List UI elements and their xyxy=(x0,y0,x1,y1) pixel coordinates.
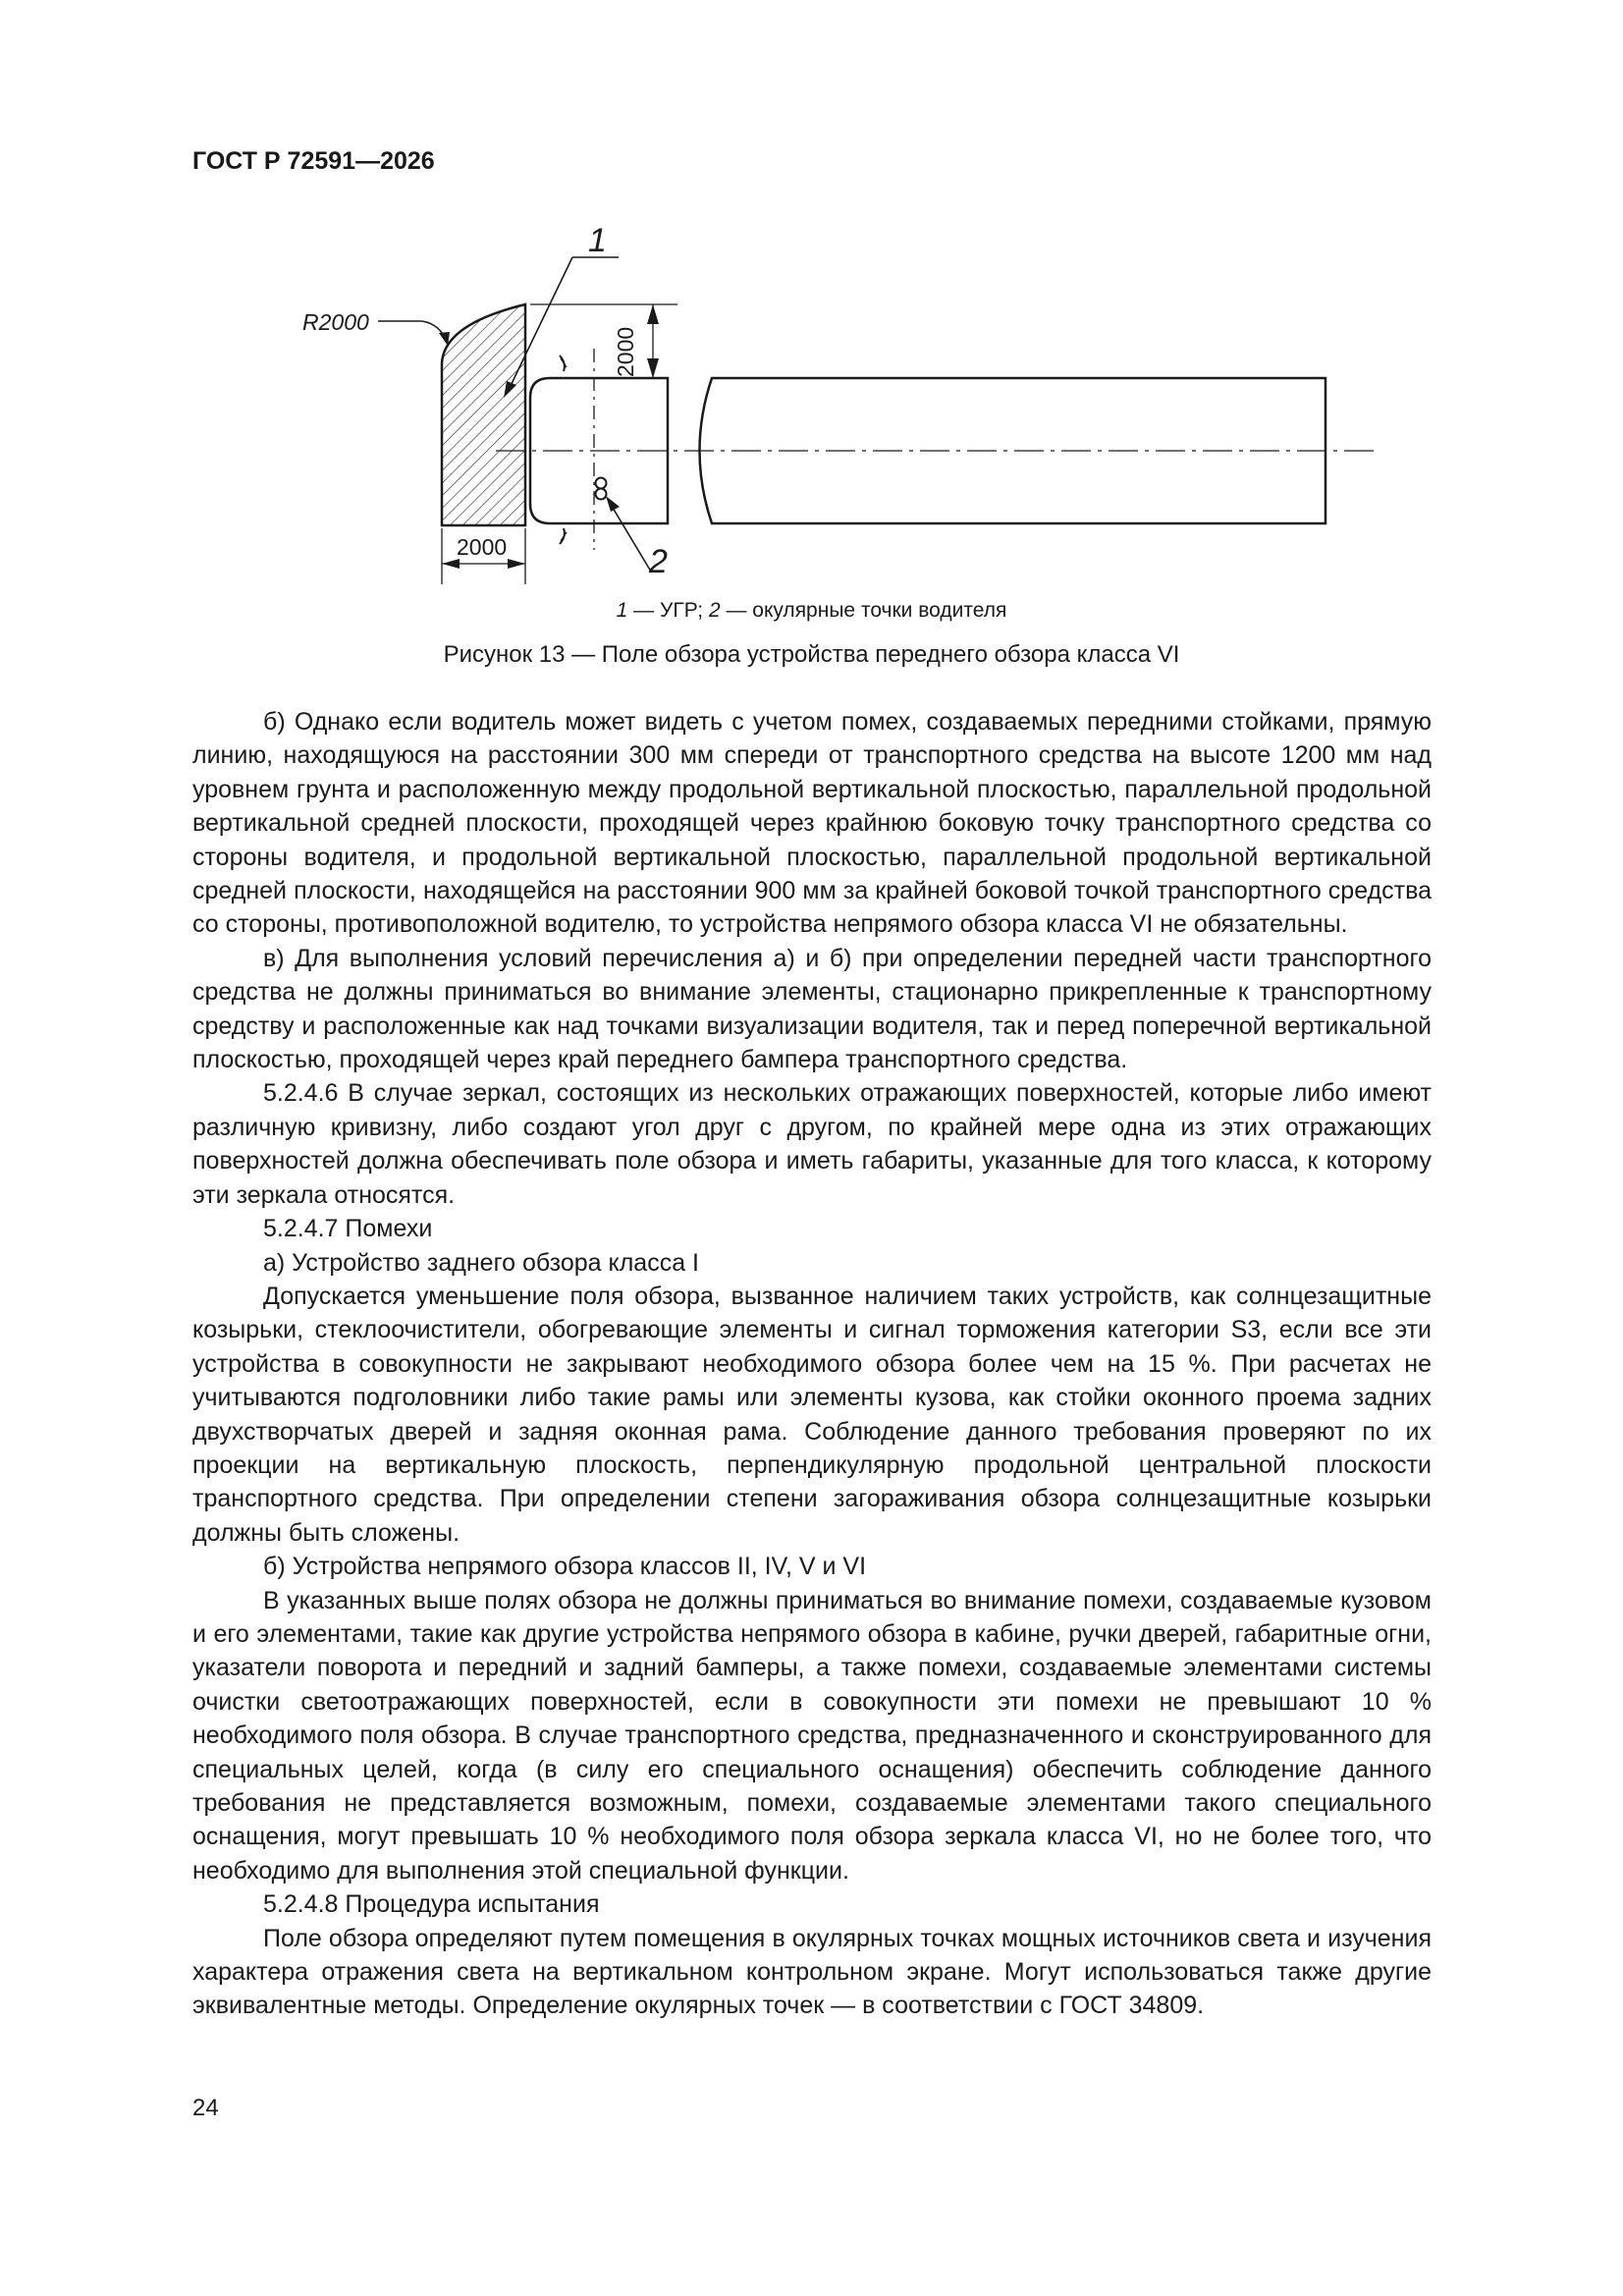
dimension-vertical-2000: 2000 xyxy=(613,326,638,377)
paragraph-v-front-part: в) Для выполнения условий перечисления а) и б) при определении передней части транспортного средства не должны приниматься во внимание элементы, стационарно прикрепленные к транспортному средству и расположенные как над точками визуализации водителя, так и перед поперечной вертикальной плоскостью, проходящей через край переднего бампера транспортного средства. xyxy=(192,944,1432,1074)
leader-line-2 xyxy=(610,503,651,572)
legend-item-1-text: — УГР; xyxy=(627,599,709,622)
radius-label: R2000 xyxy=(302,309,369,335)
paragraph-b-visibility: б) Однако если водитель может видеть с учетом помех, создаваемых передними стойками, прямую линию, находящуюся на расстоянии 300 мм спереди от транспортного средства на высоте 1200 мм над уровнем грунта и расположенную между продольной вертикальной плоскостью, параллельной продольной вертикальной средней плоскости, проходящей через крайнюю боковую точку транспортного средства со стороны водителя, и продольной вертикальной плоскостью, параллельной продольной вертикальной средней плоскости, находящейся на расстоянии 900 мм за крайней боковой точкой транспортного средства со стороны, противоположной водителю, то устройства непрямого обзора класса VI не обязательны. xyxy=(192,708,1432,939)
document-header: ГОСТ Р 72591—2026 xyxy=(192,147,435,175)
section-heading-5-2-4-8: 5.2.4.8 Процедура испытания xyxy=(263,1890,600,1919)
paragraph-test-procedure: Поле обзора определяют путем помещения в окулярных точках мощных источников света и изучения характера отражения света на вертикальном контрольном экране. Могут использоваться также другие эквивалентные методы. Определение окулярных точек — в соответствии с ГОСТ 34809. xyxy=(192,1924,1432,2020)
paragraph-5-2-4-6: 5.2.4.6 В случае зеркал, состоящих из нескольких отражающих поверхностей, которые либо имеют различную кривизну, либо создают угол друг с другом, по крайней мере одна из этих отражающих поверхностей должна обеспечивать поле обзора и иметь габариты, указанные для того класса, к которому эти зеркала относятся. xyxy=(192,1079,1432,1209)
legend-item-2-text: — окулярные точки водителя xyxy=(720,599,1007,622)
figure-legend xyxy=(0,599,1623,623)
figure-13-diagram xyxy=(285,221,1404,584)
legend-item-1-number: 1 xyxy=(616,599,628,622)
field-of-view-region xyxy=(442,304,525,525)
dimension-horizontal-2000: 2000 xyxy=(457,534,508,560)
page-number: 24 xyxy=(192,2095,219,2121)
section-heading-5-2-4-7: 5.2.4.7 Помехи xyxy=(263,1215,433,1243)
legend-item-2-number: 2 xyxy=(708,599,721,622)
eye-point-upper xyxy=(596,478,607,489)
callout-2: 2 xyxy=(649,543,668,580)
callout-1: 1 xyxy=(588,222,607,259)
paragraph-classes-ii-vi-obstruction: В указанных выше полях обзора не должны приниматься во внимание помехи, создаваемые кузовом и его элементами, такие как другие устройства непрямого обзора в кабине, ручки дверей, габаритные огни, указатели поворота и передний и задний бамперы, а также помехи, создаваемые элементами системы очистки светоотражающих поверхностей, если в совокупности эти помехи не превышают 10 % необходимого поля обзора. В случае транспортного средства, предназначенного и сконструированного для специальных целей, когда (в силу его специального оснащения) обеспечить соблюдение данного требования не представляется возможным, помехи, создаваемые элементами такого специального оснащения, могут превышать 10 % необходимого поля обзора зеркала класса VI, но не более того, что необходимо для выполнения этой специальной функции. xyxy=(192,1586,1432,1885)
subheading-classes-ii-vi: б) Устройства непрямого обзора классов II, IV, V и VI xyxy=(263,1553,867,1581)
eye-point-lower xyxy=(596,489,607,500)
figure-caption: Рисунок 13 — Поле обзора устройства переднего обзора класса VI xyxy=(443,641,1180,668)
document-body xyxy=(192,705,1432,2023)
paragraph-class-i-obstruction: Допускается уменьшение поля обзора, вызванное наличием таких устройств, как солнцезащитные козырьки, стеклоочистители, обогревающие элементы и сигнал торможения категории S3, если все эти устройства в совокупности не закрывают необходимого обзора более чем на 15 %. При расчетах не учитываются подголовники либо такие рамы или элементы кузова, как стойки оконного проема задних двухстворчатых дверей и задняя оконная рама. Соблюдение данного требования проверяют по их проекции на вертикальную плоскость, перпендикулярную продольной центральной плоскости транспортного средства. При определении степени загораживания обзора солнцезащитные козырьки должны быть сложены. xyxy=(192,1282,1432,1547)
subheading-class-i: а) Устройство заднего обзора класса I xyxy=(263,1248,700,1277)
